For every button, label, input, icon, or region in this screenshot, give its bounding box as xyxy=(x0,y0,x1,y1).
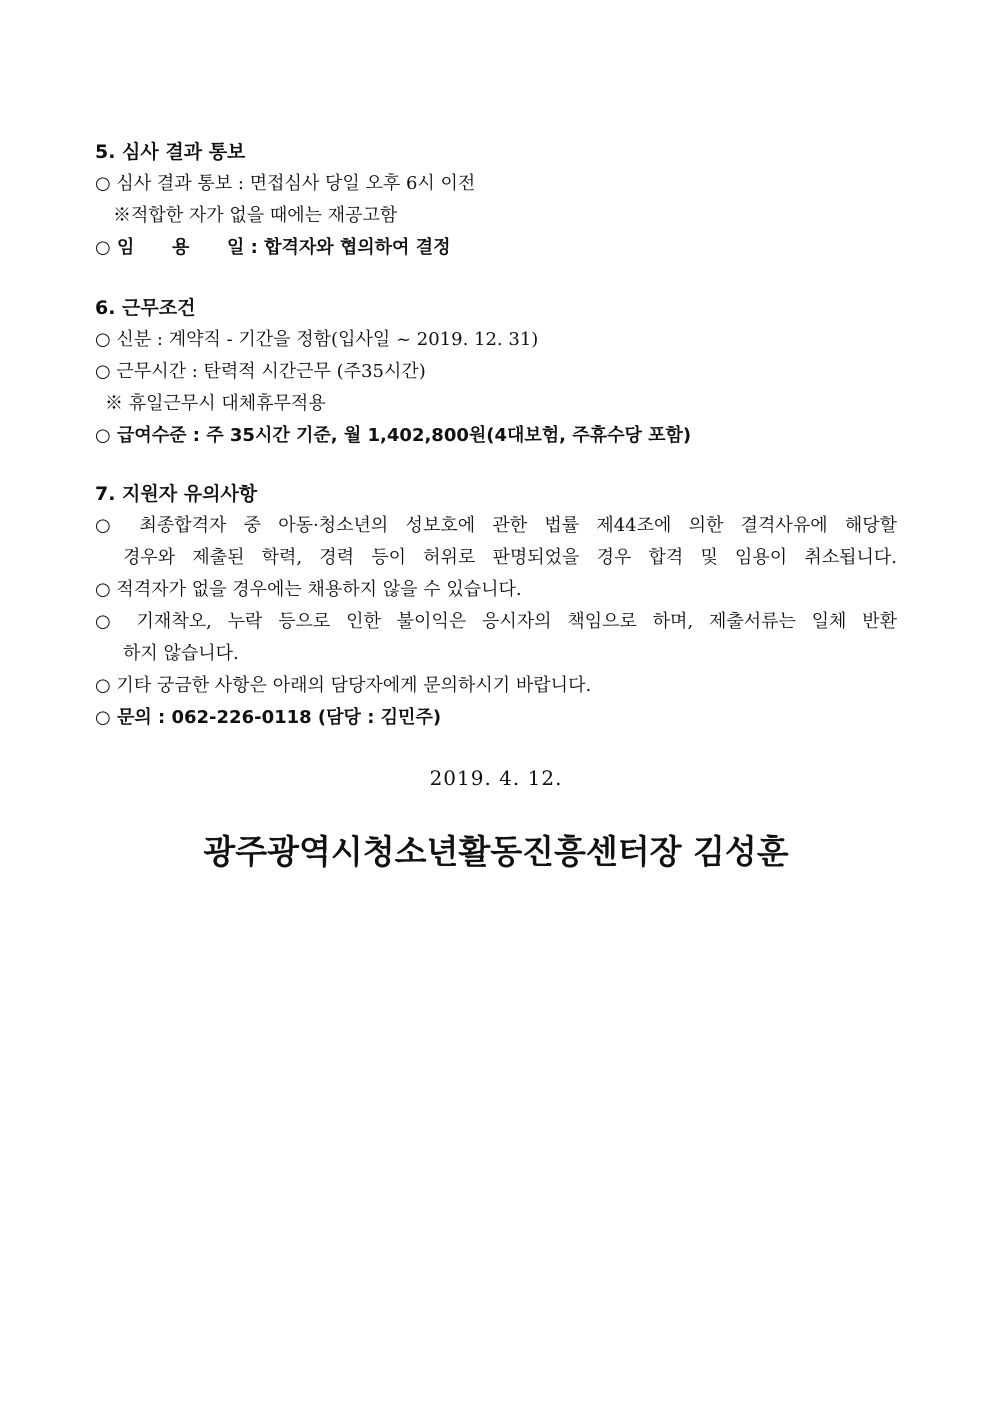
section-7-item-contact: ○ 문의 : 062-226-0118 (담당 : 김민주) xyxy=(95,707,442,728)
section-6-item-salary: ○ 급여수준 : 주 35시간 기준, 월 1,402,800원(4대보험, 주휴수당 포함) xyxy=(95,425,692,446)
section-7-item-responsibility-line2: 하지 않습니다. xyxy=(123,643,239,664)
signer-name: 광주광역시청소년활동진흥센터장 김성훈 xyxy=(203,832,789,871)
section-6-title: 6. 근무조건 xyxy=(95,297,196,319)
document-date: 2019. 4. 12. xyxy=(429,766,563,790)
section-7-item-disqualification-line1: ○ 최종합격자 중 아동·청소년의 성보호에 관한 법률 제44조에 의한 결격사유에 해당할 xyxy=(95,515,897,536)
section-6-item-status: ○ 신분 : 계약직 - 기간을 정함(입사일 ~ 2019. 12. 31) xyxy=(95,329,539,350)
section-5-title: 5. 심사 결과 통보 xyxy=(95,141,246,163)
section-7-item-no-candidate: ○ 적격자가 없을 경우에는 채용하지 않을 수 있습니다. xyxy=(95,579,522,600)
section-5-item-appointment-date: ○ 임 용 일 : 합격자와 협의하여 결정 xyxy=(95,237,451,258)
section-7-title: 7. 지원자 유의사항 xyxy=(95,483,258,505)
section-7-item-responsibility-line1: ○ 기재착오, 누락 등으로 인한 불이익은 응시자의 책임으로 하며, 제출서류는 일체 반환 xyxy=(95,611,897,632)
section-5-note-repost: ※적합한 자가 없을 때에는 재공고함 xyxy=(113,205,398,226)
section-7-item-disqualification-line2: 경우와 제출된 학력, 경력 등이 허위로 판명되었을 경우 합격 및 임용이 취소됩니다. xyxy=(123,547,897,568)
section-5-item-result-notice: ○ 심사 결과 통보 : 면접심사 당일 오후 6시 이전 xyxy=(95,173,476,194)
section-6-item-hours: ○ 근무시간 : 탄력적 시간근무 (주35시간) xyxy=(95,361,426,382)
section-6-note-holiday: ※ 휴일근무시 대체휴무적용 xyxy=(105,393,326,414)
section-7-item-inquiry-guide: ○ 기타 궁금한 사항은 아래의 담당자에게 문의하시기 바랍니다. xyxy=(95,675,592,696)
